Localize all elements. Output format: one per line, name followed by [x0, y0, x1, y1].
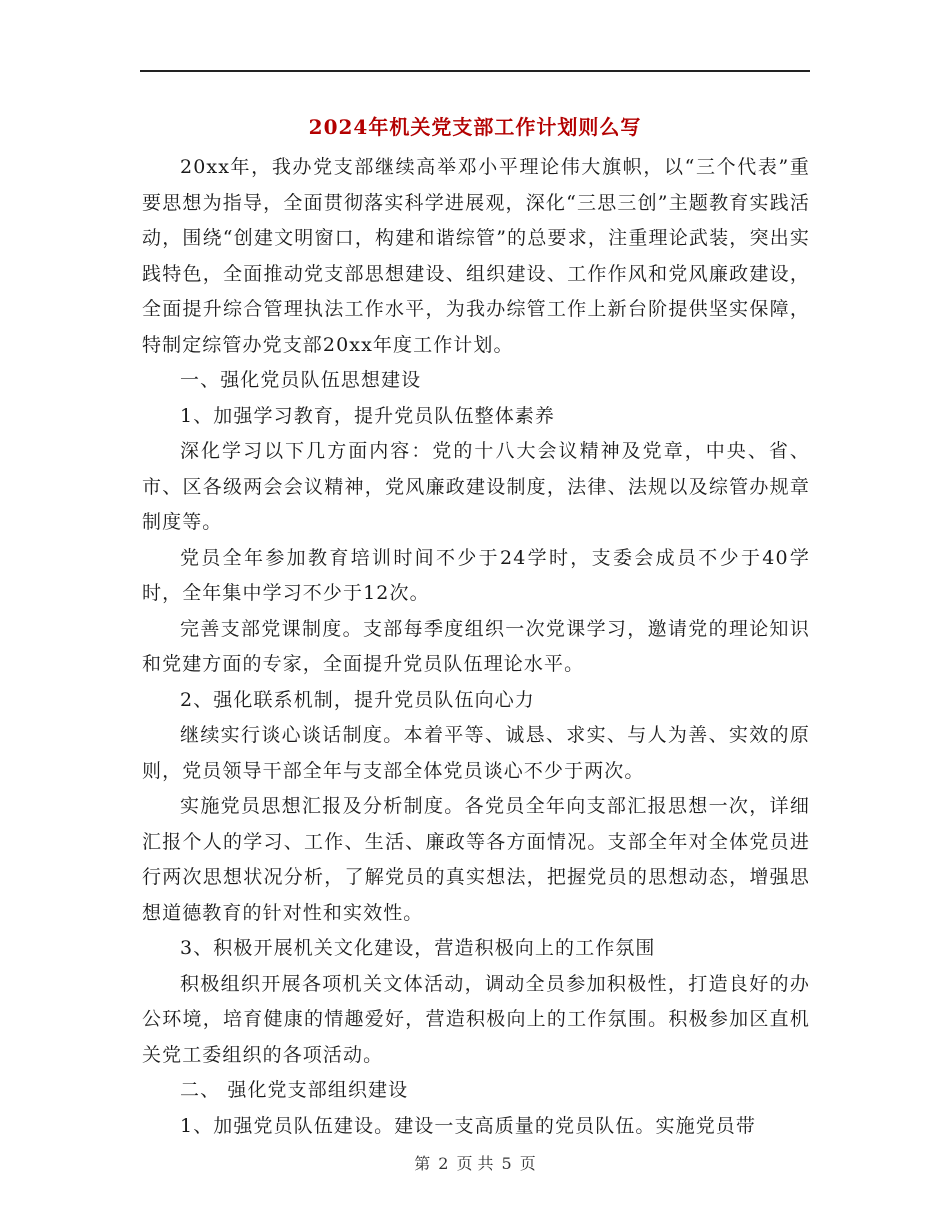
- document-body: [142, 150, 810, 1144]
- section-heading-2: 二、 强化党支部组织建设: [180, 1079, 409, 1101]
- footer-middle: 页 共: [456, 1154, 494, 1173]
- subsection-heading-1-1: 1、加强学习教育，提升党员队伍整体素养: [180, 404, 555, 427]
- paragraph-intro: 20xx年，我办党支部继续高举邓小平理论伟大旗帜，以“三个代表”重要思想为指导，全面贯彻落实科学进展观，深化“三思三创”主题教育实践活动，围绕“创建文明窗口，构建和谐综管”的总要求，注重理论武装，突出实践特色，全面推动党支部思想建设、组织建设、工作作风和党风廉政建设，全面提升综合管理执法工作水平，为我办综管工作上新台阶提供坚实保障，特制定综管办党支部20xx年度工作计划。: [142, 156, 810, 356]
- paragraph-team-building: 1、加强党员队伍建设。建设一支高质量的党员队伍。实施党员带: [180, 1114, 756, 1137]
- footer-current-page: 2: [438, 1154, 449, 1173]
- footer-prefix: 第: [414, 1154, 431, 1173]
- paragraph-training-hours: 党员全年参加教育培训时间不少于24学时，支委会成员不少于40学时，全年集中学习不少于12次。: [142, 546, 810, 604]
- footer-suffix: 页: [519, 1154, 536, 1173]
- subsection-heading-1-2: 2、强化联系机制，提升党员队伍向心力: [180, 688, 535, 711]
- paragraph-study-content: 深化学习以下几方面内容：党的十八大会议精神及党章，中央、省、市、区各级两会会议精神，党风廉政建设制度，法律、法规以及综管办规章制度等。: [142, 440, 810, 533]
- page-footer: [0, 1154, 950, 1174]
- paragraph-party-lessons: 完善支部党课制度。支部每季度组织一次党课学习，邀请党的理论知识和党建方面的专家，全面提升党员队伍理论水平。: [142, 617, 810, 675]
- header-rule: [140, 70, 810, 72]
- section-heading-1: 一、强化党员队伍思想建设: [180, 369, 422, 391]
- footer-total-pages: 5: [501, 1154, 512, 1173]
- paragraph-thought-report: 实施党员思想汇报及分析制度。各党员全年向支部汇报思想一次，详细汇报个人的学习、工作、生活、廉政等各方面情况。支部全年对全体党员进行两次思想状况分析，了解党员的真实想法，把握党员的思想动态，增强思想道德教育的针对性和实效性。: [142, 795, 810, 924]
- document-title: 2024年机关党支部工作计划则么写: [308, 115, 642, 139]
- paragraph-talk-system: 继续实行谈心谈话制度。本着平等、诚恳、求实、与人为善、实效的原则，党员领导干部全年与支部全体党员谈心不少于两次。: [142, 724, 810, 782]
- paragraph-culture-activities: 积极组织开展各项机关文体活动，调动全员参加积极性，打造良好的办公环境，培育健康的情趣爱好，营造积极向上的工作氛围。积极参加区直机关党工委组织的各项活动。: [142, 972, 810, 1066]
- subsection-heading-1-3: 3、积极开展机关文化建设，营造积极向上的工作氛围: [180, 937, 656, 959]
